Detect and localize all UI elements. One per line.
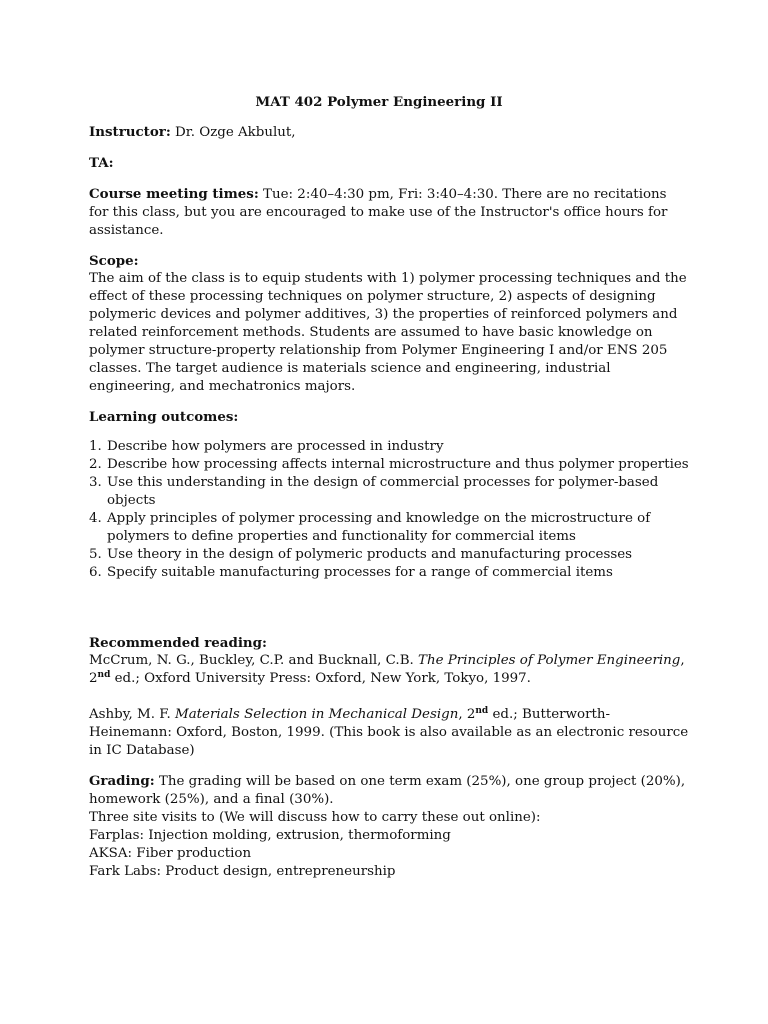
list-item-text: Apply principles of polymer processing and knowledge on the microstructure of polymers to define properties and functionality for commercial items [107, 511, 651, 544]
list-item-number: 6. [89, 565, 102, 580]
grading-section [89, 772, 689, 881]
reference-1-authors: McCrum, N. G., Buckley, C.P. and Bucknall, C.B. [89, 653, 419, 668]
reading-heading: Recommended reading: [89, 635, 267, 651]
reference-2-edition: , 2 [458, 707, 476, 722]
scope-text: The aim of the class is to equip students with 1) polymer processing techniques and the effect of these processing techniques on polymer structure, 2) aspects of designing polymeric devices and polymer additives, 3) the properties of reinforced polymers and related reinforcement methods. Students are assumed to have basic knowledge on polymer structure-property relationship from Polymer Engineering I and/or ENS 205 classes. The target audience is materials science and engineering, industrial engineering, and mechatronics majors. [89, 271, 687, 394]
list-item [89, 438, 689, 456]
site-visit-item: AKSA: Fiber production [89, 846, 252, 861]
meeting-times [89, 185, 689, 240]
site-visit-item: Farplas: Injection molding, extrusion, thermoforming [89, 828, 451, 843]
reference-2-publisher: ed.; Butterworth-Heinemann: Oxford, Boston, 1999. (This book is also available as an electronic resource in IC Database) [89, 707, 689, 758]
outcomes-list [89, 438, 689, 582]
instructor-line [89, 123, 689, 142]
outcomes-heading: Learning outcomes: [89, 409, 239, 425]
scope-section [89, 252, 689, 396]
site-visits-intro: Three site visits to (We will discuss how to carry these out online): [89, 810, 541, 825]
grading-text: The grading will be based on one term exam (25%), one group project (20%), homework (25%), and a final (30%). [89, 774, 686, 807]
list-item [89, 546, 689, 564]
grading-text-line [89, 772, 689, 809]
reference-1-publisher: ed.; Oxford University Press: Oxford, New York, Tokyo, 1997. [110, 671, 531, 686]
list-item [89, 564, 689, 582]
list-item-number: 4. [89, 511, 102, 526]
ta-label: TA: [89, 155, 114, 171]
reference-1 [89, 652, 689, 688]
scope-heading: Scope: [89, 253, 139, 269]
reference-2-title: Materials Selection in Mechanical Design [174, 707, 459, 722]
reference-2-edition-sup: nd [475, 706, 489, 716]
reference-2 [89, 706, 689, 760]
spacer [89, 594, 689, 634]
instructor-name: Dr. Ozge Akbulut, [170, 125, 296, 140]
reference-1-edition-sup: nd [97, 670, 111, 680]
ta-line [89, 154, 689, 173]
list-item-text: Describe how polymers are processed in industry [107, 439, 444, 454]
list-item-text: Specify suitable manufacturing processes for a range of commercial items [107, 565, 613, 580]
reading-section [89, 634, 689, 688]
reference-1-edition: , 2 [89, 653, 685, 686]
list-item-number: 3. [89, 475, 102, 490]
list-item-number: 2. [89, 457, 102, 472]
reference-2-authors: Ashby, M. F. [89, 707, 175, 722]
list-item [89, 456, 689, 474]
grading-label: Grading: [89, 773, 155, 789]
list-item-text: Use this understanding in the design of commercial processes for polymer-based objects [107, 475, 659, 508]
meeting-text: Tue: 2:40–4:30 pm, Fri: 3:40–4:30. There are no recitations for this class, but you are encouraged to make use of the Instructor's office hours for assistance. [89, 187, 668, 238]
list-item-text: Use theory in the design of polymeric products and manufacturing processes [107, 547, 633, 562]
syllabus-page [89, 93, 689, 881]
meeting-label: Course meeting times: [89, 186, 259, 202]
list-item-number: 5. [89, 547, 102, 562]
list-item-number: 1. [89, 439, 102, 454]
list-item [89, 474, 689, 510]
reference-1-title: The Principles of Polymer Engineering [418, 653, 681, 668]
list-item [89, 510, 689, 546]
instructor-label: Instructor: [89, 124, 171, 140]
site-visit-item: Fark Labs: Product design, entrepreneurship [89, 864, 396, 879]
outcomes-section [89, 408, 689, 582]
list-item-text: Describe how processing affects internal microstructure and thus polymer properties [107, 457, 689, 472]
course-title: MAT 402 Polymer Engineering II [255, 94, 503, 110]
